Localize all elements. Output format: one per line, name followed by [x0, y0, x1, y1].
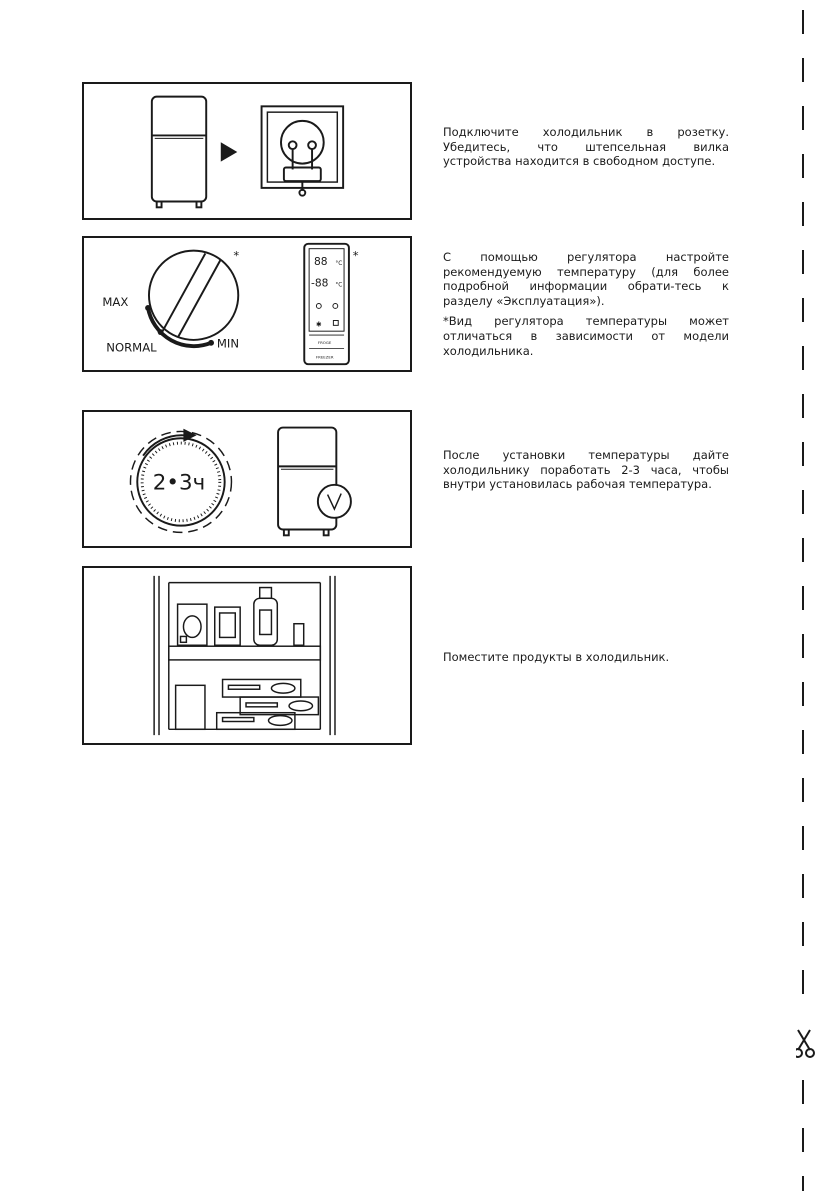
scissors-icon: [796, 1030, 814, 1057]
step4-illustration: [82, 566, 412, 745]
timer-label: 2•3ч: [152, 470, 206, 496]
dial-max-label: MAX: [102, 294, 129, 309]
display-label-freezer: FREEZER: [315, 354, 334, 360]
step1-text: Подключите холодильник в розетку. Убедитесь, что штепсельная вилка устройства находится в свободном доступе.: [443, 125, 729, 169]
fridge-interior-icon: [154, 576, 335, 735]
fridge-shelves-diagram: [84, 568, 410, 743]
arrow-right-icon: [221, 142, 238, 161]
step4-text: Поместите продукты в холодильник.: [443, 650, 670, 664]
display-label-froge: FROGE: [317, 339, 332, 345]
step1-illustration: [82, 82, 412, 220]
groceries-icon: [176, 588, 319, 730]
fridge-icon: [152, 97, 206, 208]
display-asterisk: *: [352, 248, 359, 263]
step3-text: После установки температуры дайте холодильнику поработать 2-3 часа, чтобы внутри установилась рабочая температура.: [443, 448, 729, 492]
step2-text: С помощью регулятора настройте рекомендуемую температуру (для более подробной информации обрати-тесь к разделу «Эксплуатация»). *Вид регулятора температуры может отличаться в зависимости от модели холодильника.: [443, 250, 729, 358]
temperature-control-diagram: [84, 238, 410, 370]
display-unit-top: °C: [335, 261, 343, 268]
fridge-icon: [278, 428, 336, 536]
check-circle-icon: [318, 485, 351, 518]
wait-timer-diagram: [84, 412, 410, 546]
display-bottom-temp: -88: [311, 276, 329, 290]
snowflake-icon: ✱: [315, 320, 322, 329]
socket-icon: [262, 106, 344, 195]
cut-line: [796, 0, 816, 1191]
display-top-temp: 88: [313, 255, 328, 269]
thermostat-dial-icon: [145, 251, 238, 347]
display-unit-bottom: °C: [335, 282, 343, 289]
step2-illustration: [82, 236, 412, 372]
step3-illustration: [82, 410, 412, 548]
plug-in-diagram: [84, 84, 410, 218]
dial-min-label: MIN: [216, 336, 240, 351]
dial-normal-label: NORMAL: [106, 340, 157, 355]
dial-asterisk: *: [233, 248, 240, 263]
